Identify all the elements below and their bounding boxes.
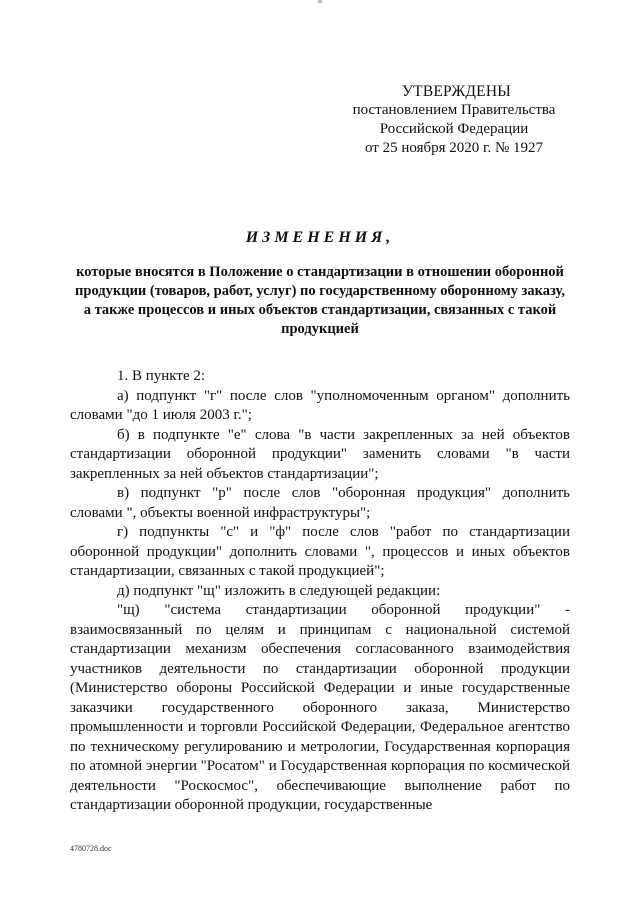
approval-line-2: Российской Федерации [379, 121, 529, 137]
paragraph-a: а) подпункт "г" после слов "уполномоченным органом" дополнить словами "до 1 июля 2003 г."; [70, 387, 570, 423]
paragraph-d: д) подпункт "щ" изложить в следующей редакции: [117, 582, 441, 599]
paragraph-v: в) подпункт "р" после слов "оборонная продукция" дополнить словами ", объекты военной инфраструктуры"; [70, 485, 570, 521]
file-code-footer: 4780728.doc [70, 844, 112, 853]
title-block [70, 229, 570, 339]
page-top-mark [318, 0, 322, 3]
paragraph-b: б) в подпункте "е" слова "в части закрепленных за ней объектов стандартизации оборонной продукции" заменить словами "в части закрепленных за ней объектов стандартизации"; [70, 426, 570, 482]
document-body [70, 367, 570, 816]
paragraph-shch: "щ) "система стандартизации оборонной продукции" - взаимосвязанный по целям и принципам с национальной системой стандартизации механизм обеспечения согласованного взаимодействия участников деятельности по стандартизации оборонной продукции (Министерство обороны Российской Федерации и иные государственные заказчики государственного оборонного заказа, Министерство промышленности и торговли Российской Федерации, Федеральное агентство по техническому регулированию и метрологии, Государственная корпорация по атомной энергии "Росатом" и Государственная корпорация по космической деятельности "Роскосмос", обеспечивающие выполнение работ по стандартизации оборонной продукции, государственные [70, 602, 570, 813]
approval-line-1: постановлением Правительства [352, 102, 556, 118]
approval-block [330, 82, 578, 158]
document-heading: ИЗМЕНЕНИЯ, [245, 229, 395, 246]
paragraph-1: 1. В пункте 2: [117, 368, 206, 384]
paragraph-g: г) подпункты "с" и "ф" после слов "работ по стандартизации оборонной продукции" дополнить словами ", процессов и иных объектов стандартизации, связанных с такой продукцией"; [70, 524, 570, 579]
document-subtitle: которые вносятся в Положение о стандартизации в отношении оборонной продукции (товаров, работ, услуг) по государственному оборонному заказу, а также процессов и иных объектов стандартизации, связанных с такой продукцией [75, 264, 565, 337]
approval-line-3: от 25 ноября 2020 г. № 1927 [364, 140, 544, 156]
approval-stamp: УТВЕРЖДЕНЫ [402, 83, 511, 100]
